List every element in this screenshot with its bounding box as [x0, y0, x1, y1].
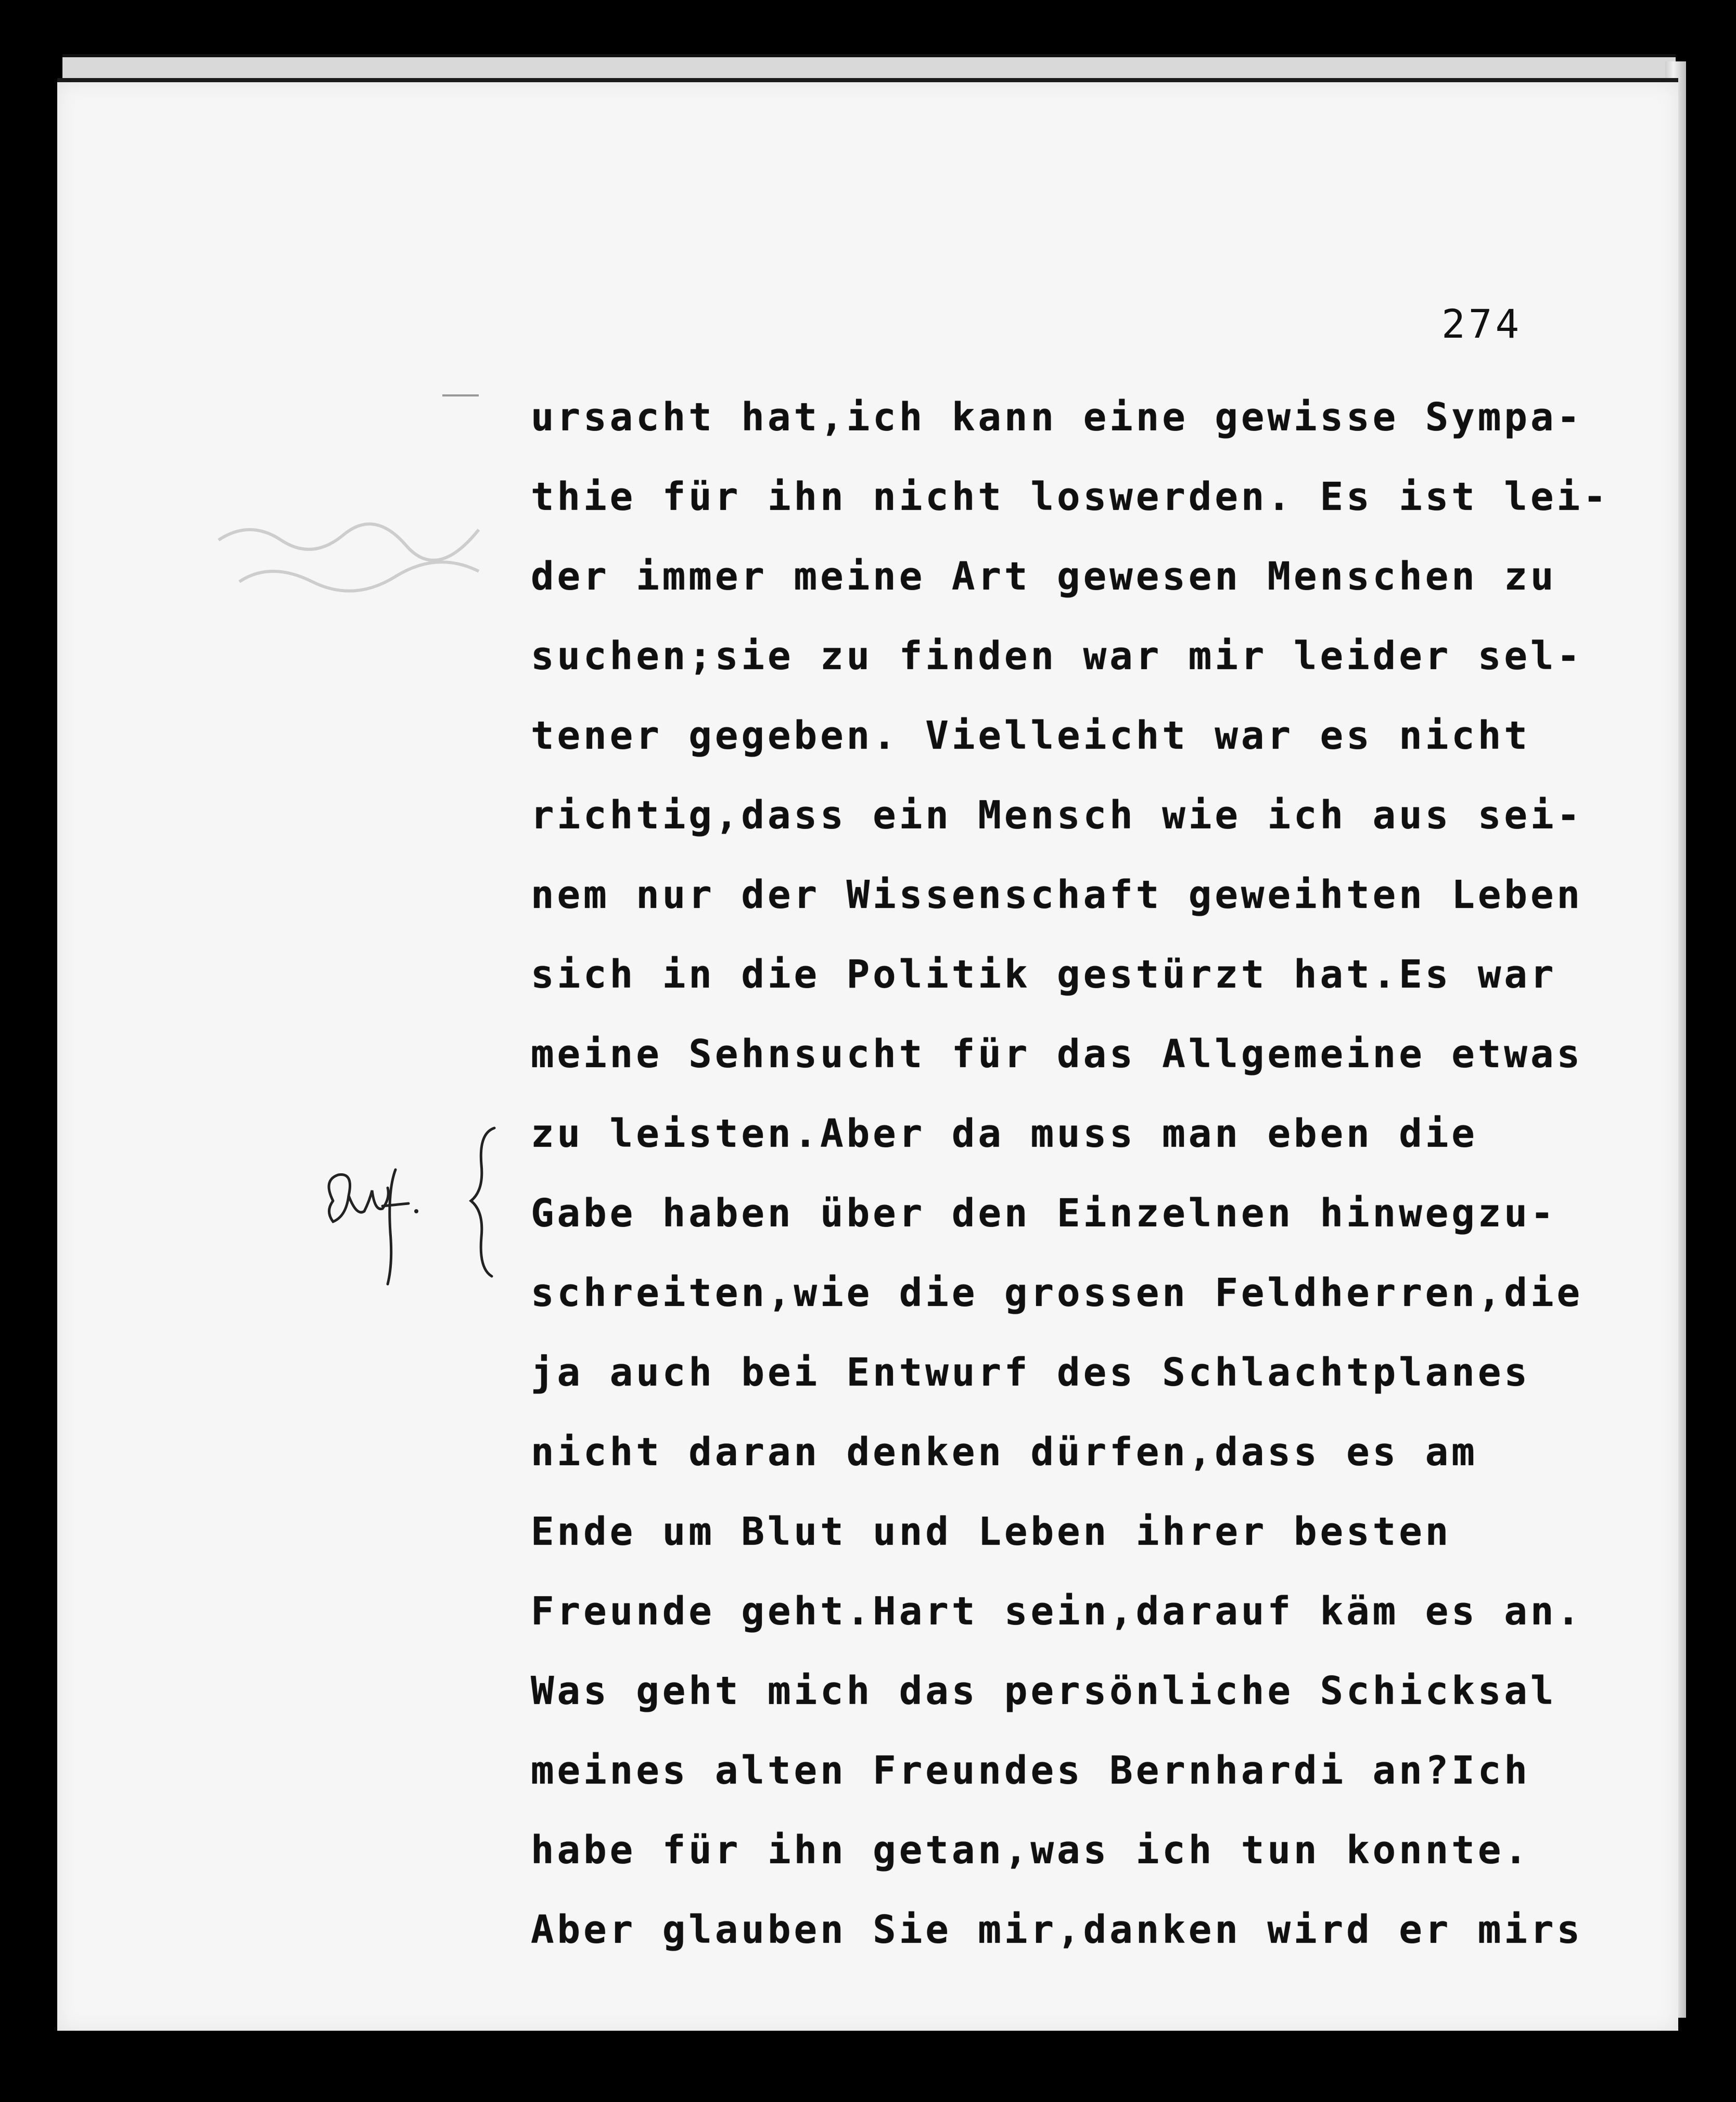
- text-line: meine Sehnsucht für das Allgemeine etwas: [531, 1032, 1584, 1076]
- text-line: ursacht hat,ich kann eine gewisse Sympa-: [531, 395, 1584, 440]
- text-line: Freunde geht.Hart sein,darauf käm es an.: [531, 1589, 1584, 1634]
- text-line: schreiten,wie die grossen Feldherren,die: [531, 1271, 1584, 1315]
- text-line: Aber glauben Sie mir,danken wird er mirs: [531, 1907, 1584, 1952]
- text-line: der immer meine Art gewesen Menschen zu: [531, 554, 1557, 599]
- curly-brace-icon: [463, 1123, 510, 1279]
- faint-margin-scribble-icon: [208, 509, 500, 603]
- document-page: [57, 78, 1678, 2031]
- text-line: zu leisten.Aber da muss man eben die: [531, 1111, 1478, 1156]
- text-line: nicht daran denken dürfen,dass es am: [531, 1430, 1478, 1475]
- text-line: Ende um Blut und Leben ihrer besten: [531, 1509, 1452, 1554]
- text-line: ja auch bei Entwurf des Schlachtplanes: [531, 1350, 1530, 1395]
- text-line: thie für ihn nicht loswerden. Es ist lei-: [531, 475, 1610, 519]
- text-line: tener gegeben. Vielleicht war es nicht: [531, 713, 1530, 758]
- text-line: sich in die Politik gestürzt hat.Es war: [531, 952, 1557, 997]
- text-line: Gabe haben über den Einzelnen hinwegzu-: [531, 1191, 1557, 1236]
- text-line: suchen;sie zu finden war mir leider sel-: [531, 634, 1584, 678]
- margin-dash: [442, 394, 479, 396]
- page-number: 274: [1441, 301, 1523, 347]
- text-line: nem nur der Wissenschaft geweihten Leben: [531, 873, 1584, 917]
- text-line: meines alten Freundes Bernhardi an?Ich: [531, 1748, 1530, 1793]
- handwritten-annotation-icon: [317, 1159, 432, 1294]
- text-line: Was geht mich das persönliche Schicksal: [531, 1669, 1557, 1713]
- text-line: habe für ihn getan,was ich tun konnte.: [531, 1828, 1530, 1873]
- typed-text-body: [531, 378, 1639, 1970]
- text-line: richtig,dass ein Mensch wie ich aus sei-: [531, 793, 1584, 838]
